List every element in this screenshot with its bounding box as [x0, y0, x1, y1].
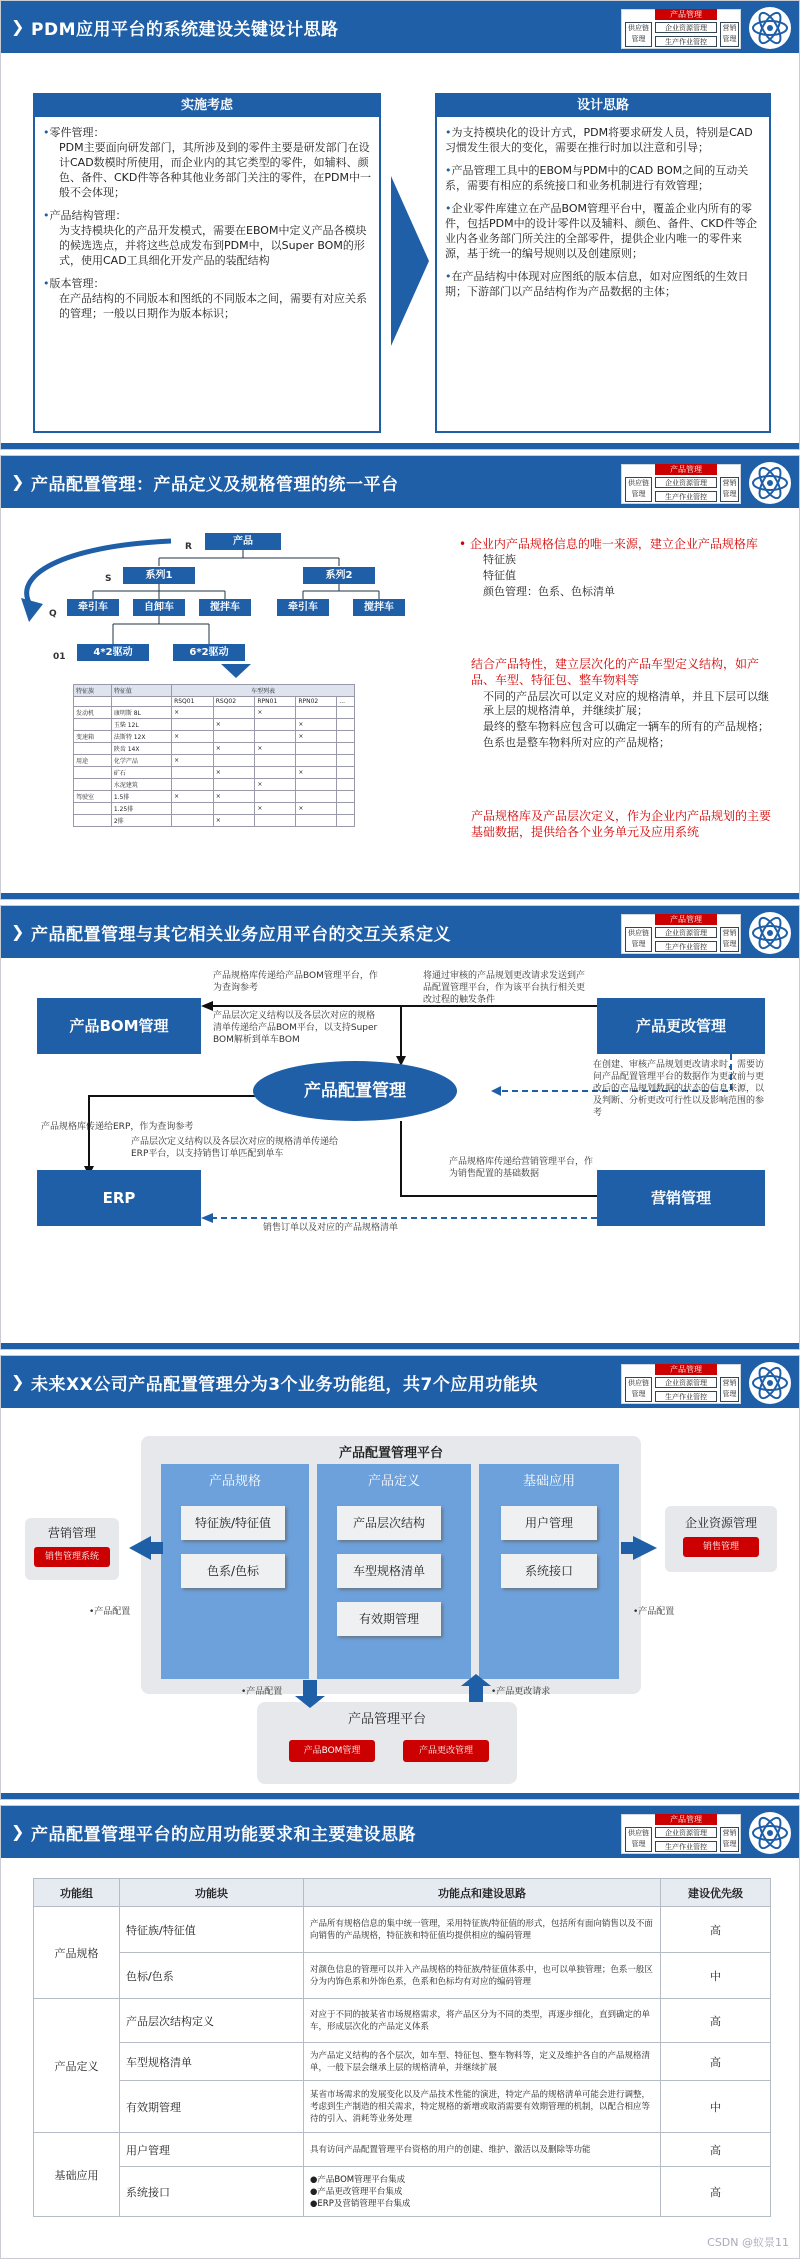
cell: 用途	[74, 755, 112, 767]
node-erp: ERP	[37, 1170, 201, 1226]
arrow-label: •产品配置	[241, 1687, 283, 1697]
implementation-panel	[33, 93, 381, 433]
platform-arrows	[1, 1356, 800, 1800]
chevron-right-icon: ❯	[11, 472, 25, 491]
item-body: 在产品结构的不同版本和图纸的不同版本之间，需要有对应关系的管理；一般以日期作为版本标识；	[59, 292, 367, 320]
item-body: PDM主要面向研发部门，其所涉及到的零件主要是研发部门在设计CAD数模时所使用，而企业内的其它类型的零件，如辅料、颜色、备件、CKD件等各种其他业务部门关注的零件，在PDM中一般不会体现；	[59, 141, 371, 199]
chevron-right-icon: ❯	[11, 17, 25, 36]
priority-cell: 中	[661, 1953, 771, 1999]
item-heading: • 版本管理：	[43, 276, 371, 291]
widget-mid1: 企业资源管理	[655, 927, 717, 938]
slide-function-groups	[0, 1355, 800, 1800]
hierarchy-connectors	[1, 456, 451, 900]
tree-node-product: 产品	[205, 533, 281, 550]
list-item: • 企业零件库建立在产品BOM管理平台中，覆盖企业内所有的零件，包括PDM中的设计零件以及辅料、颜色、备件、CKD件等企业内各业务部门所关注的全部零件，提供企业内唯一的零件来源，基于统一的编号规则以及创建原则；	[445, 201, 761, 261]
table-row: 水泥建筑 ×	[74, 779, 355, 791]
spec-mini-table	[73, 684, 355, 827]
slide-title: 产品配置管理与其它相关业务应用平台的交互关系定义	[31, 925, 451, 945]
desc-cell: 对应于不同的披某省市场规格需求，将产品区分为不同的类型，再逐步细化，直到确定的单车，形成层次化的产品定义体系	[304, 1999, 661, 2043]
cell: 矿石	[111, 767, 171, 779]
atom-logo-icon	[749, 1812, 791, 1854]
group-cell: 基础应用	[34, 2133, 120, 2217]
table-row: 用途 化学产品 ×	[74, 755, 355, 767]
table-header: RSQ01	[172, 697, 214, 707]
table-header: RPN01	[255, 697, 296, 707]
desc-cell: 对颜色信息的管理可以并入产品规格的特征族/特征值体系中，也可以单独管理；色系一般区分为内饰色系和外饰色系，色系和色标均有对应的编码管理	[304, 1953, 661, 1999]
cell: 法斯特 12X	[111, 731, 171, 743]
atom-logo-icon	[749, 7, 791, 49]
group-cell: 产品规格	[34, 1907, 120, 1999]
tree-node-q3: 搅拌车	[199, 599, 251, 616]
tree-node-q2: 自卸车	[133, 599, 185, 616]
widget-mid1: 企业资源管理	[655, 1377, 717, 1388]
bullet-secondary: 特征值	[483, 569, 516, 582]
level-label-01: 01	[53, 652, 66, 662]
widget-right: 营销管理	[720, 927, 739, 952]
table-row	[34, 2133, 771, 2167]
arrow-label: •产品更改请求	[491, 1687, 551, 1697]
widget-top: 产品管理	[655, 1814, 717, 1825]
cell	[74, 803, 112, 815]
widget-top: 产品管理	[655, 1364, 717, 1375]
desc-cell: 产品所有规格信息的集中统一管理，采用特征族/特征值的形式，包括所有面向销售以及不面向销售的产品规格，特征族和特征值均提供相应的编码管理	[304, 1907, 661, 1953]
arrow-label: •产品配置	[633, 1607, 675, 1617]
table-header: 特征值	[111, 685, 171, 697]
tree-node-series1: 系列1	[123, 567, 195, 584]
bullet-secondary: 色系也是整车物料所对应的产品规格；	[483, 736, 670, 749]
widget-right: 营销管理	[720, 1827, 739, 1852]
chevron-right-icon: ❯	[11, 1372, 25, 1391]
level-label-s: S	[105, 574, 112, 584]
list-item	[43, 276, 371, 321]
flow-arrow-icon	[391, 176, 429, 346]
bullet-primary: 结合产品特性，建立层次化的产品车型定义结构，如产品、车型、特征包、整车物料等	[471, 657, 760, 687]
widget-left: 供应链管理	[625, 477, 652, 502]
cell	[74, 719, 112, 731]
footer-bar	[1, 1343, 800, 1349]
group-cell: 产品定义	[34, 1999, 120, 2133]
table-row: 变速箱 法斯特 12X × ×	[74, 731, 355, 743]
function-block: 有效期管理	[337, 1602, 441, 1636]
table-header: 特征族	[74, 685, 112, 697]
annotation: 将通过审核的产品规划更改请求发送到产品配置管理平台，作为该平台执行相关更改过程的触发条件	[423, 971, 586, 1005]
tree-node-q5: 搅拌车	[353, 599, 405, 616]
widget-left: 供应链管理	[625, 1827, 652, 1852]
cell	[74, 767, 112, 779]
table-header: 功能块	[120, 1879, 304, 1907]
table-header: ...	[337, 697, 355, 707]
cell: 康明斯 8L	[111, 707, 171, 719]
list-item	[43, 125, 371, 200]
table-row	[34, 1953, 771, 1999]
bullet-group-1	[459, 536, 777, 600]
widget-left: 供应链管理	[625, 1377, 652, 1402]
item-heading: • 零件管理：	[43, 125, 371, 140]
desc-cell: 某省市场需求的发展变化以及产品技术性能的演进，特定产品的规格清单可能会进行调整，考虑到生产制造的相关需求，特定规格的新增或取消需要有效期管理的机制，以配合相应等待的引入、消耗等业务处理	[304, 2081, 661, 2133]
widget-mid2: 生产作业管控	[655, 1841, 717, 1852]
item-heading: • 产品结构管理：	[43, 208, 371, 223]
cell: 水泥建筑	[111, 779, 171, 791]
table-row: 矿石 × ×	[74, 767, 355, 779]
priority-cell: 高	[661, 2133, 771, 2167]
table-row: 陕齿 14X × ×	[74, 743, 355, 755]
desc-line: ●产品更改管理平台集成	[310, 2186, 403, 2197]
table-header: RPN02	[296, 697, 337, 707]
block-cell: 产品层次结构定义	[120, 1999, 304, 2043]
table-row	[34, 2043, 771, 2081]
cell: 陕齿 14X	[111, 743, 171, 755]
table-row: 玉柴 12L × ×	[74, 719, 355, 731]
panel-title: 设计思路	[437, 95, 769, 117]
box-title: 产品管理平台	[347, 1712, 426, 1727]
table-header: 车型列表	[172, 685, 355, 697]
tree-node-o2: 6*2驱动	[173, 644, 245, 661]
table-row: 发动机 康明斯 8L × ×	[74, 707, 355, 719]
annotation: 产品层次定义结构以及各层次对应的规格清单传递给ERP平台，以支持销售订单匹配到单车	[131, 1137, 339, 1159]
list-item: • 在产品结构中体现对应图纸的版本信息，如对应图纸的生效日期；下游部门以产品结构作为产品数据的主体；	[445, 269, 761, 299]
widget-left: 供应链管理	[625, 22, 652, 47]
group-title: 产品规格	[208, 1474, 261, 1489]
slide-title: PDM应用平台的系统建设关键设计思路	[31, 20, 339, 40]
cell	[74, 779, 112, 791]
table-row	[34, 2167, 771, 2217]
level-label-q: Q	[49, 609, 57, 619]
widget-top: 产品管理	[655, 9, 717, 20]
priority-cell: 高	[661, 2167, 771, 2217]
table-row: 驾驶室 1.5排 × ×	[74, 791, 355, 803]
node-change: 产品更改管理	[597, 998, 765, 1054]
bullet-secondary: 不同的产品层次可以定义对应的规格清单，并且下层可以继承上层的规格清单，并继续扩展；	[483, 690, 769, 717]
group-title: 基础应用	[522, 1474, 575, 1489]
annotation: 产品规格库传递给营销管理平台，作为销售配置的基础数据	[449, 1157, 594, 1179]
desc-cell: 为产品定义结构的各个层次，如车型、特征包、整车物料等，定义及维护各自的产品规格清单，一般下层会继承上层的规格清单，并继续扩展	[304, 2043, 661, 2081]
slide-pdm-design	[0, 0, 800, 450]
block-cell: 有效期管理	[120, 2081, 304, 2133]
atom-logo-icon	[749, 462, 791, 504]
cell: 玉柴 12L	[111, 719, 171, 731]
block-cell: 色标/色系	[120, 1953, 304, 1999]
annotation: 在创建、审核产品规划更改请求时，需要访问产品配置管理平台的数据作为更改前与更改后的产品规划数据的状态的信息来源，以及判断、分析更改可行性以及影响范围的参考	[593, 1060, 765, 1118]
widget-right: 营销管理	[720, 22, 739, 47]
product-widget	[621, 9, 741, 49]
widget-right: 营销管理	[720, 477, 739, 502]
cell: 化学产品	[111, 755, 171, 767]
bullet-primary: 产品规格库及产品层次定义，作为企业内产品规划的主要基础数据，提供给各个业务单元及应用系统	[471, 809, 772, 839]
slide-title: 未来XX公司产品配置管理分为3个业务功能组，共7个应用功能块	[31, 1375, 538, 1395]
block-cell: 系统接口	[120, 2167, 304, 2217]
footer-bar	[1, 893, 800, 899]
function-block: 系统接口	[501, 1554, 597, 1588]
table-header: RSQ02	[213, 697, 255, 707]
system-badge: 销售管理	[683, 1537, 759, 1557]
block-cell: 用户管理	[120, 2133, 304, 2167]
priority-cell: 高	[661, 1999, 771, 2043]
widget-top: 产品管理	[655, 914, 717, 925]
table-row	[34, 1907, 771, 1953]
tree-node-o1: 4*2驱动	[77, 644, 149, 661]
annotation: 产品规格库传递给产品BOM管理平台，作为查询参考	[213, 971, 378, 993]
desc-cell	[304, 2167, 661, 2217]
table-row	[34, 1999, 771, 2043]
widget-top: 产品管理	[655, 464, 717, 475]
priority-cell: 高	[661, 1907, 771, 1953]
slide-title: 产品配置管理平台的应用功能要求和主要建设思路	[31, 1825, 416, 1845]
platform-title: 产品配置管理平台	[338, 1446, 443, 1461]
group-title: 产品定义	[367, 1474, 420, 1489]
function-block: 色系/色标	[181, 1554, 285, 1588]
table-row	[34, 2081, 771, 2133]
priority-cell: 高	[661, 2043, 771, 2081]
chevron-right-icon: ❯	[11, 1822, 25, 1841]
cell: 1.5排	[111, 791, 171, 803]
tree-node-series2: 系列2	[303, 567, 375, 584]
footer-bar	[1, 1793, 800, 1799]
widget-left: 供应链管理	[625, 927, 652, 952]
bullet-secondary: 颜色管理：色系、色标清单	[483, 585, 615, 598]
slide-product-config	[0, 455, 800, 900]
product-widget	[621, 1814, 741, 1854]
cell: 驾驶室	[74, 791, 112, 803]
widget-right: 营销管理	[720, 1377, 739, 1402]
table-row: 2排 ×	[74, 815, 355, 827]
desc-line: ●ERP及营销管理平台集成	[310, 2198, 411, 2209]
bullet-secondary: 最终的整车物料应包含可以确定一辆车的所有的产品规格；	[483, 720, 769, 733]
requirements-table	[33, 1878, 771, 2217]
widget-mid1: 企业资源管理	[655, 22, 717, 33]
cell	[74, 743, 112, 755]
table-header: 建设优先级	[661, 1879, 771, 1907]
slide-requirements	[0, 1805, 800, 2259]
function-block: 车型规格清单	[337, 1554, 441, 1588]
chevron-right-icon: ❯	[11, 922, 25, 941]
box-title: 企业资源管理	[684, 1516, 757, 1530]
cell: 发动机	[74, 707, 112, 719]
product-widget	[621, 464, 741, 504]
slide-interaction	[0, 905, 800, 1350]
list-item	[43, 208, 371, 268]
cell	[74, 815, 112, 827]
panel-title: 实施考虑	[35, 95, 379, 117]
block-cell: 车型规格清单	[120, 2043, 304, 2081]
table-row: 1.25排 × ×	[74, 803, 355, 815]
node-marketing: 营销管理	[597, 1170, 765, 1226]
priority-cell: 中	[661, 2081, 771, 2133]
widget-mid2: 生产作业管控	[655, 1391, 717, 1402]
widget-mid2: 生产作业管控	[655, 491, 717, 502]
system-badge: 销售管理系统	[34, 1547, 110, 1567]
annotation: 产品层次定义结构以及各层次对应的规格清单传递给产品BOM平台，以支持Super BOM解析到单车BOM	[213, 1011, 378, 1045]
node-config: 产品配置管理	[253, 1061, 457, 1121]
bullet-group-2	[459, 656, 777, 750]
widget-mid2: 生产作业管控	[655, 36, 717, 47]
table-header: 功能点和建设思路	[304, 1879, 661, 1907]
table-header: 功能组	[34, 1879, 120, 1907]
function-block: 特征族/特征值	[181, 1506, 285, 1540]
node-bom: 产品BOM管理	[37, 998, 201, 1054]
function-block: 用户管理	[501, 1506, 597, 1540]
slide-title: 产品配置管理：产品定义及规格管理的统一平台	[31, 475, 399, 495]
annotation: 销售订单以及对应的产品规格清单	[263, 1223, 399, 1233]
cell: 2排	[111, 815, 171, 827]
cell: 1.25排	[111, 803, 171, 815]
tree-node-q4: 牵引车	[277, 599, 329, 616]
annotation: 产品规格库传递给ERP，作为查询参考	[41, 1122, 194, 1132]
arrow-label: •产品配置	[89, 1607, 131, 1617]
list-item: • 产品管理工具中的EBOM与PDM中的CAD BOM之间的互动关系，需要有相应的系统接口和业务机制进行有效管理；	[445, 163, 761, 193]
item-body: 为支持模块化的产品开发模式，需要在EBOM中定义产品各模块的候选选点，并将这些总成发布到PDM中，以Super BOM的形式，使用CAD工具细化开发产品的装配结构	[59, 224, 367, 267]
system-badge: 产品BOM管理	[289, 1740, 375, 1762]
widget-mid1: 企业资源管理	[655, 1827, 717, 1838]
design-panel	[435, 93, 771, 433]
footer-bar	[1, 443, 800, 449]
cell: 变速箱	[74, 731, 112, 743]
tree-node-q1: 牵引车	[67, 599, 119, 616]
block-cell: 特征族/特征值	[120, 1907, 304, 1953]
desc-line: ●产品BOM管理平台集成	[310, 2174, 406, 2185]
function-block: 产品层次结构	[337, 1506, 441, 1540]
box-title: 营销管理	[47, 1526, 96, 1540]
system-badge: 产品更改管理	[403, 1740, 489, 1762]
bullet-secondary: 特征族	[483, 553, 516, 566]
widget-mid2: 生产作业管控	[655, 941, 717, 952]
watermark: CSDN @蚁景11	[707, 2236, 789, 2249]
bullet-primary: • 企业内产品规格信息的唯一来源，建立企业产品规格库	[459, 537, 758, 551]
widget-mid1: 企业资源管理	[655, 477, 717, 488]
desc-cell: 具有访问产品配置管理平台资格的用户的创建、维护、激活以及删除等功能	[304, 2133, 661, 2167]
list-item: • 为支持模块化的设计方式，PDM将要求研发人员，特别是CAD习惯发生很大的变化，需要在推行时加以注意和引导；	[445, 125, 761, 155]
level-label-r: R	[185, 542, 192, 552]
